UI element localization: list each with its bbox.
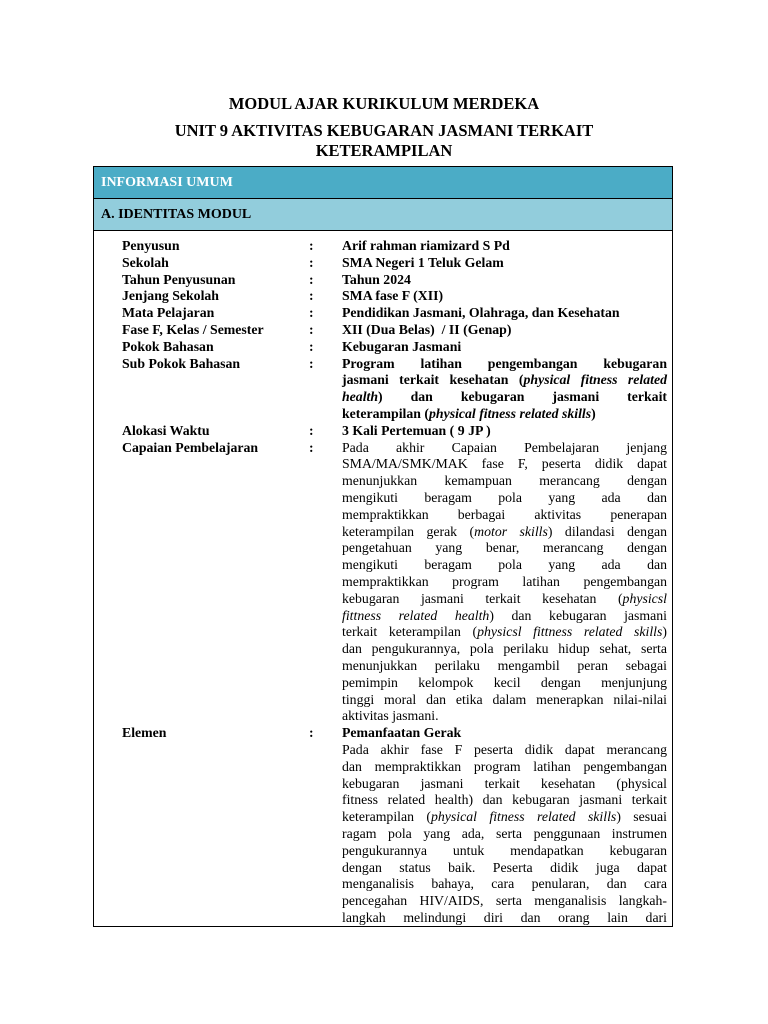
section-header-general: INFORMASI UMUM [94,167,672,199]
label-elemen: Elemen [122,725,167,741]
value-penyusun: Arif rahman riamizard S Pd [342,238,510,253]
separator: : [309,439,314,455]
label-alokasi-waktu: Alokasi Waktu [122,422,210,438]
label-capaian-pembelajaran: Capaian Pembelajaran [122,439,259,455]
value-tahun: Tahun 2024 [342,271,411,287]
separator: : [309,271,314,287]
label-fase: Fase F, Kelas / Semester [122,322,264,337]
value-jenjang: SMA fase F (XII) [342,288,444,304]
separator: : [309,422,314,438]
document-subtitle-line2: KETERAMPILAN [315,141,453,160]
separator: : [309,254,314,270]
label-sekolah: Sekolah [122,254,169,270]
label-pokok-bahasan: Pokok Bahasan [122,338,214,354]
label-sub-pokok-bahasan: Sub Pokok Bahasan [122,355,241,371]
separator: : [309,725,314,741]
document-title: MODUL AJAR KURIKULUM MERDEKA [228,94,540,113]
separator: : [309,355,314,371]
value-sub-pokok-bahasan: Program latihan pengembangan kebugaran jasmani terkait kesehatan (physical fitness related health) dan kebugaran jasmani terkait keterampilan (physical fitness related skills) [342,355,667,421]
module-table [93,166,673,927]
value-fase: XII (Dua Belas) / II (Genap) [342,322,512,337]
document-subtitle-line1: UNIT 9 AKTIVITAS KEBUGARAN JASMANI TERKAIT [174,121,594,140]
label-penyusun: Penyusun [122,238,180,253]
separator: : [309,288,314,304]
value-mata-pelajaran: Pendidikan Jasmani, Olahraga, dan Kesehatan [342,305,620,321]
value-alokasi-waktu: 3 Kali Pertemuan ( 9 JP ) [342,422,491,438]
value-elemen: Pemanfaatan Gerak Pada akhir fase F peserta didik dapat merancang dan mempraktikkan program latihan pengembangan kebugaran jasmani terkait kesehatan (physical fitness related health) dan kebugaran jasmani terkait keterampilan (physical fitness related skills) sesuai ragam pola yang ada, serta penggunaan instrumen pengukurannya untuk mendapatkan kebugaran dengan status baik. Peserta didik juga dapat menganalisis bahaya, cara penularan, dan cara pencegahan HIV/AIDS, serta menganalisis langkah- langkah melindungi diri dan orang lain dari [342,725,668,925]
value-sekolah: SMA Negeri 1 Teluk Gelam [342,254,504,270]
label-jenjang: Jenjang Sekolah [122,288,219,304]
separator: : [309,305,314,321]
label-mata-pelajaran: Mata Pelajaran [122,305,215,321]
section-header-identity: A. IDENTITAS MODUL [94,199,672,231]
elemen-heading: Pemanfaatan Gerak [342,725,462,741]
separator: : [309,238,314,253]
separator: : [309,322,314,337]
label-tahun: Tahun Penyusunan [122,271,236,287]
value-pokok-bahasan: Kebugaran Jasmani [342,338,462,354]
value-capaian-pembelajaran: Pada akhir Capaian Pembelajaran jenjang SMA/MA/SMK/MAK fase F, peserta didik dapat menunjukkan kemampuan merancang dengan mengikuti beragam pola yang ada dan mempraktikkan berbagai aktivitas penerapan keterampilan gerak (motor skills) dilandasi dengan pengetahuan yang benar, merancang dengan mengikuti beragam pola yang ada dan mempraktikkan program latihan pengembangan kebugaran jasmani terkait kesehatan (physicsl fittness related health) dan kebugaran jasmani terkait keterampilan (physicsl fittness related skills) dan pengukurannya, pola perilaku hidup sehat, serta menunjukkan perilaku mengambil peran sebagai pemimpin kelompok kecil dengan menjunjung tinggi moral dan etika dalam menerapkan nilai-nilai aktivitas jasmani. [342,439,668,724]
separator: : [309,338,314,354]
